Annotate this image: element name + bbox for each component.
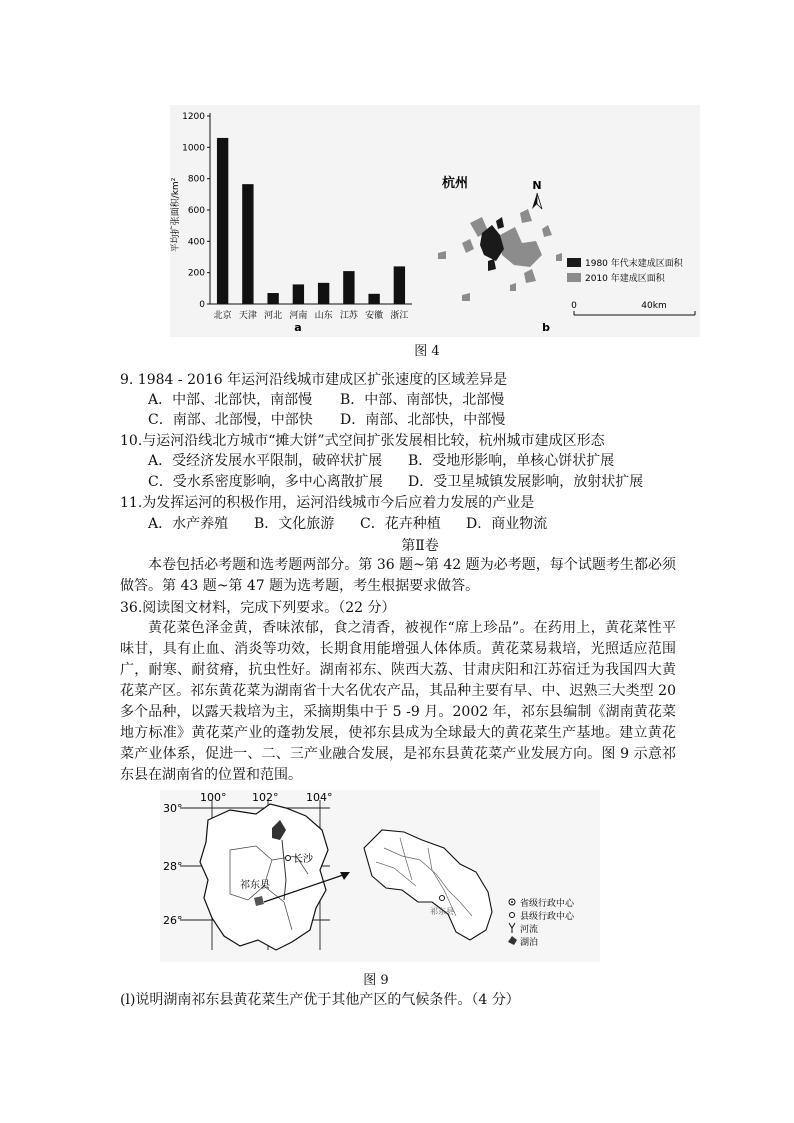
y-tick-label: 200 — [187, 268, 205, 279]
city-label-changsha: 长沙 — [293, 854, 313, 865]
bar-3 — [267, 293, 278, 304]
section-2-title: 第Ⅱ卷 — [401, 538, 439, 554]
svg-text:40km: 40km — [641, 301, 667, 311]
question-36-sub-1: (l)说明湖南祁东县黄花菜生产优于其他产区的气候条件。（4 分） — [120, 992, 520, 1008]
question-11-option-d: D．商业物流 — [466, 516, 548, 532]
question-11-option-a: A．水产养殖 — [148, 516, 229, 532]
x-tick-label: 天津 — [238, 311, 257, 321]
question-10-option-c: C．受水系密度影响，多中心离散扩展 — [148, 474, 383, 490]
lat-label-26: 26° — [163, 914, 183, 927]
question-9-stem: 9. 1984 - 2016 年运河沿线城市建成区扩张速度的区域差异是 — [120, 372, 508, 388]
question-10-option-a: A．受经济发展水平限制，破碎状扩展 — [148, 453, 383, 469]
x-tick-label: 河南 — [289, 311, 308, 321]
figure-9-caption: 图 9 — [363, 973, 389, 988]
bar-2 — [242, 184, 253, 304]
figure-9 — [160, 790, 600, 962]
y-tick-label: 600 — [187, 206, 205, 216]
x-tick-label: 北京 — [213, 311, 232, 321]
question-9-option-a: A．中部、北部快，南部慢 — [148, 392, 313, 408]
bar-4 — [293, 284, 304, 304]
county-center-icon — [510, 913, 515, 918]
question-9-option-b: B．中部、南部快，北部慢 — [340, 392, 505, 408]
x-tick-label: 山东 — [314, 311, 333, 321]
inset-county-label: 祁东县 — [430, 907, 454, 916]
legend-river: 河流 — [520, 925, 539, 935]
question-11-stem: 11.为发挥运河的积极作用，运河沿线城市今后应着力发展的产业是 — [120, 495, 535, 511]
question-10-option-d: D．受卫星城镇发展影响，放射状扩展 — [408, 474, 644, 490]
qidong-seat-marker — [440, 896, 445, 901]
panel-label-b: b — [542, 321, 550, 334]
hunan-province-outline — [200, 804, 328, 950]
y-tick-label: 1200 — [182, 112, 205, 122]
legend-1980s: 1980 年代末建成区面积 — [585, 259, 683, 269]
lat-label-30: 30° — [163, 802, 183, 815]
legend-lake: 湖泊 — [520, 938, 539, 948]
y-tick-label: 800 — [187, 174, 205, 185]
question-9-option-c: C．南部、北部慢，中部快 — [148, 412, 313, 428]
lon-label-100: 100° — [200, 791, 227, 804]
question-11-option-c: C．花卉种植 — [360, 516, 441, 532]
question-10-option-b: B．受地形影响，单核心饼状扩展 — [408, 453, 615, 469]
x-tick-label: 河北 — [264, 311, 283, 321]
y-tick-label: 400 — [187, 237, 205, 248]
changsha-marker — [286, 856, 291, 861]
panel-label-a: a — [294, 321, 302, 334]
figure-4 — [170, 105, 700, 337]
bar-7 — [368, 294, 379, 304]
x-tick-label: 安徽 — [365, 311, 384, 321]
lon-label-104: 104° — [306, 791, 333, 804]
y-axis-label: 平均扩张面积/km² — [171, 177, 181, 253]
bar-6 — [343, 271, 354, 304]
lon-label-102: 102° — [252, 791, 279, 804]
question-10-stem: 10.与运河沿线北方城市“摊大饼”式空间扩张发展相比较，杭州城市建成区形态 — [120, 433, 605, 449]
question-36-head: 36.阅读图文材料，完成下列要求。（22 分） — [120, 600, 396, 616]
svg-text:N: N — [532, 179, 542, 192]
y-tick-label: 0 — [199, 300, 205, 310]
x-tick-label: 江苏 — [339, 311, 358, 321]
legend-provincial-center: 省级行政中心 — [520, 899, 575, 909]
legend-county-center: 县级行政中心 — [520, 912, 575, 922]
x-tick-label: 浙江 — [390, 311, 409, 321]
figure-4-caption: 图 4 — [414, 344, 440, 359]
section-2-intro: 本卷包括必考题和选考题两部分。第 36 题~第 42 题为必考题，每个试题考生都必须做答。第 43 题~第 47 题为选考题，考生根据要求做答。 — [120, 557, 676, 594]
svg-text:0: 0 — [571, 301, 577, 311]
bar-1 — [217, 138, 228, 304]
question-36-material: 黄花菜色泽金黄，香味浓郁，食之清香，被视作“席上珍品”。在药用上，黄花菜性平味甘，具有止血、消炎等功效，长期食用能增强人体体质。黄花菜易栽培，光照适应范围广，耐寒、耐贫瘠，抗虫性好。湖南祁东、陕西大荔、甘肃庆阳和江苏宿迁为我国四大黄花菜产区。祁东黄花菜为湖南省十大名优农产品，其品种主要有早、中、迟熟三大类型 20 多个品种，以露天栽培为主，采摘期集中于 5 -9 月。2002 年，祁东县编制《湖南黄花菜地方标准》黄花菜产业的蓬勃发展，使祁东县成为全球最大的黄花菜生产基地。建立黄花菜产业体系，促进一、二、三产业融合发展，是祁东县黄花菜产业发展方向。图 9 示意祁东县在湖南省的位置和范围。 — [120, 620, 676, 783]
lat-label-28: 28° — [163, 860, 183, 873]
county-label-qidong: 祁东县 — [240, 880, 270, 891]
y-tick-label: 1000 — [182, 143, 205, 154]
city-label-hangzhou: 杭州 — [442, 176, 469, 191]
bar-5 — [318, 283, 329, 304]
question-11-option-b: B．文化旅游 — [254, 516, 335, 532]
bar-8 — [394, 266, 405, 304]
question-9-option-d: D．南部、北部快，中部慢 — [340, 412, 506, 428]
legend-2010: 2010 年建成区面积 — [585, 274, 665, 284]
